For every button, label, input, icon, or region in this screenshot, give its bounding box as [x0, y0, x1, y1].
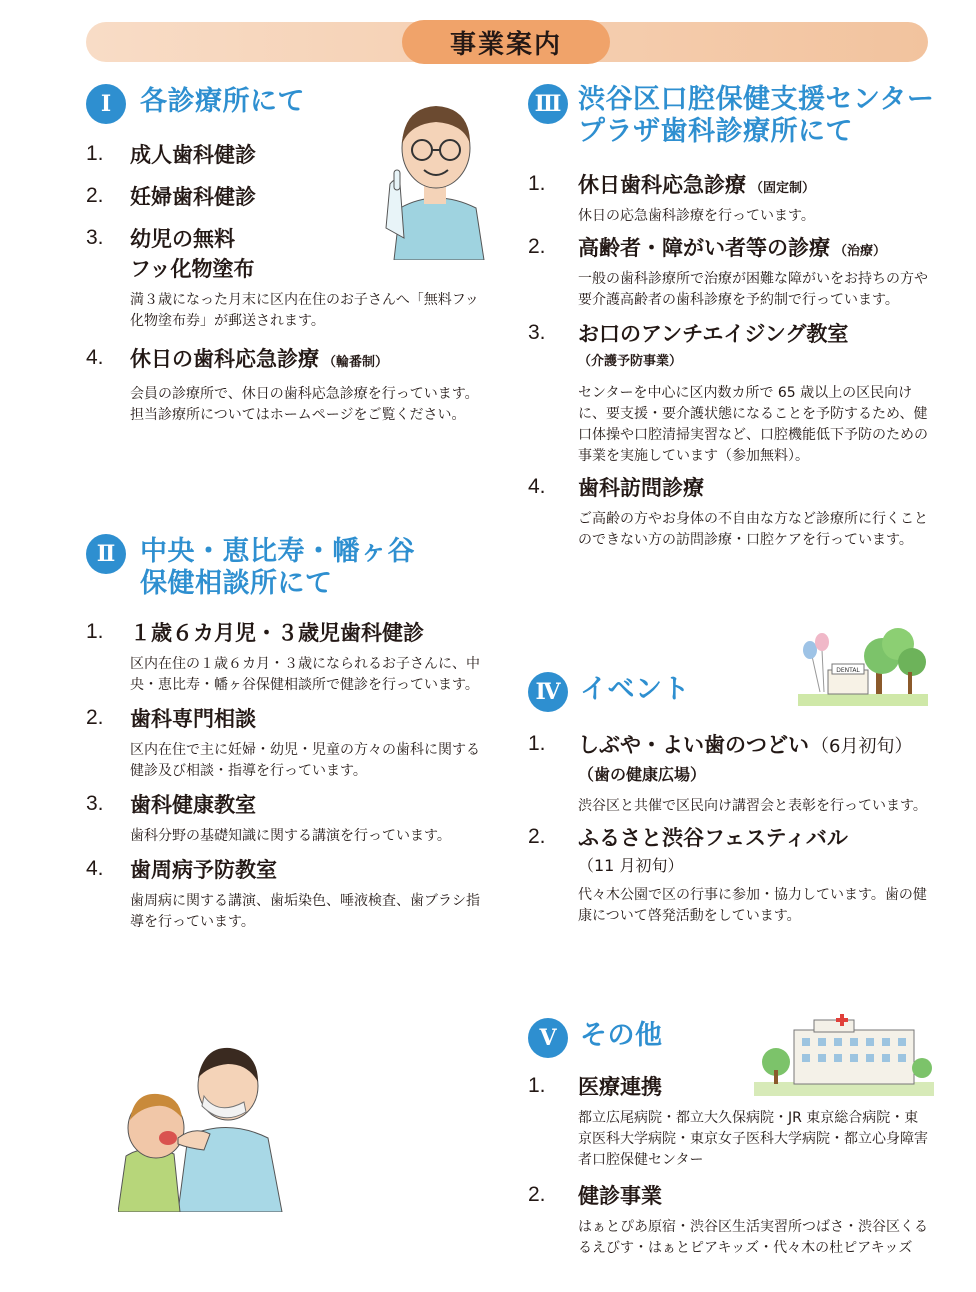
section-3 [528, 84, 938, 551]
list-item: 4. 歯科訪問診療 ご高齢の方やお身体の不自由な方など診療所に行くことのできない方の訪問診療・口腔ケアを行っています。 [528, 475, 928, 548]
section-5-badge: Ⅴ [528, 1018, 568, 1058]
list-item: 1. １歳６カ月児・３歳児歯科健診 区内在住の１歳６カ月・３歳になられるお子さんに、中央・恵比寿・幡ヶ谷保健相談所で健診を行っています。 [86, 620, 480, 693]
list-item: 2. ふるさと渋谷フェスティバル （11 月初旬） 代々木公園で区の行事に参加・協力しています。歯の健康について啓発活動をしています。 [528, 825, 927, 924]
hospital-illustration [754, 1012, 934, 1096]
page-title: 事業案内 [402, 20, 610, 64]
section-2-badge: Ⅱ [86, 534, 126, 574]
dental-clinic-illustration [798, 622, 928, 706]
dental-checkup-illustration [118, 1026, 284, 1212]
section-2 [86, 534, 496, 933]
section-1-title: 各診療所にて [140, 86, 305, 117]
section-3-title: 渋谷区口腔保健支援センター プラザ歯科診療所にて [578, 84, 935, 147]
section-3-badge: Ⅲ [528, 84, 568, 124]
list-item: 2. 妊婦歯科健診 [86, 184, 256, 209]
dentist-illustration [380, 88, 492, 260]
list-item: 3. お口のアンチエイジング教室 （介護予防事業） センターを中心に区内数カ所で 65 歳以上の区民向けに、要支援・要介護状態になることを予防するため、健口体操や口腔清掃実習など、口腔機能低下予防のための事業を実施しています（参加無料）。 [528, 321, 928, 464]
section-3-header [528, 84, 938, 148]
list-item: 2. 歯科専門相談 区内在住で主に妊婦・幼児・児童の方々の歯科に関する健診及び相談・指導を行っています。 [86, 706, 480, 779]
section-2-header [86, 534, 496, 600]
section-1-badge: Ⅰ [86, 84, 126, 124]
section-5-title: その他 [580, 1020, 663, 1051]
list-item: 1. 休日歯科応急診療 （固定制） 休日の応急歯科診療を行っています。 [528, 172, 816, 224]
section-4 [528, 672, 938, 927]
list-item: 4. 休日の歯科応急診療 （輪番制） 会員の診療所で、休日の歯科応急診療を行っています。担当診療所についてはホームページをご覧ください。 [86, 346, 479, 423]
list-item: 3. 幼児の無料 フッ化物塗布 満３歳になった月末に区内在住のお子さんへ「無料フッ化物塗布券」が郵送されます。 [86, 226, 479, 329]
list-item: 2. 健診事業 はぁとぴあ原宿・渋谷区生活実習所つばさ・渋谷区くるるえびす・はぁとピアキッズ・代々木の杜ピアキッズ [528, 1183, 928, 1256]
list-item: 3. 歯科健康教室 歯科分野の基礎知識に関する講演を行っています。 [86, 792, 451, 844]
section-4-badge: Ⅳ [528, 672, 568, 712]
list-item: 1. 成人歯科健診 [86, 142, 256, 167]
list-item: 1. 医療連携 都立広尾病院・都立大久保病院・JR 東京総合病院・東京医科大学病院・東京女子医科大学病院・都立心身障害者口腔保健センター [528, 1074, 928, 1168]
list-item: 1. しぶや・よい歯のつどい （6月初旬） （歯の健康広場） 渋谷区と共催で区民向け講習会と表彰を行っています。 [528, 732, 927, 814]
section-4-title: イベント [580, 674, 690, 705]
list-item: 4. 歯周病予防教室 歯周病に関する講演、歯垢染色、唾液検査、歯ブラシ指導を行っています。 [86, 857, 480, 930]
dental-sign-text: DENTAL [836, 667, 860, 674]
section-2-title: 中央・恵比寿・幡ヶ谷 保健相談所にて [140, 536, 415, 599]
list-item: 2. 高齢者・障がい者等の診療 （治療） 一般の歯科診療所で治療が困難な障がいをお持ちの方や要介護高齢者の歯科診療を予約制で行っています。 [528, 235, 928, 308]
